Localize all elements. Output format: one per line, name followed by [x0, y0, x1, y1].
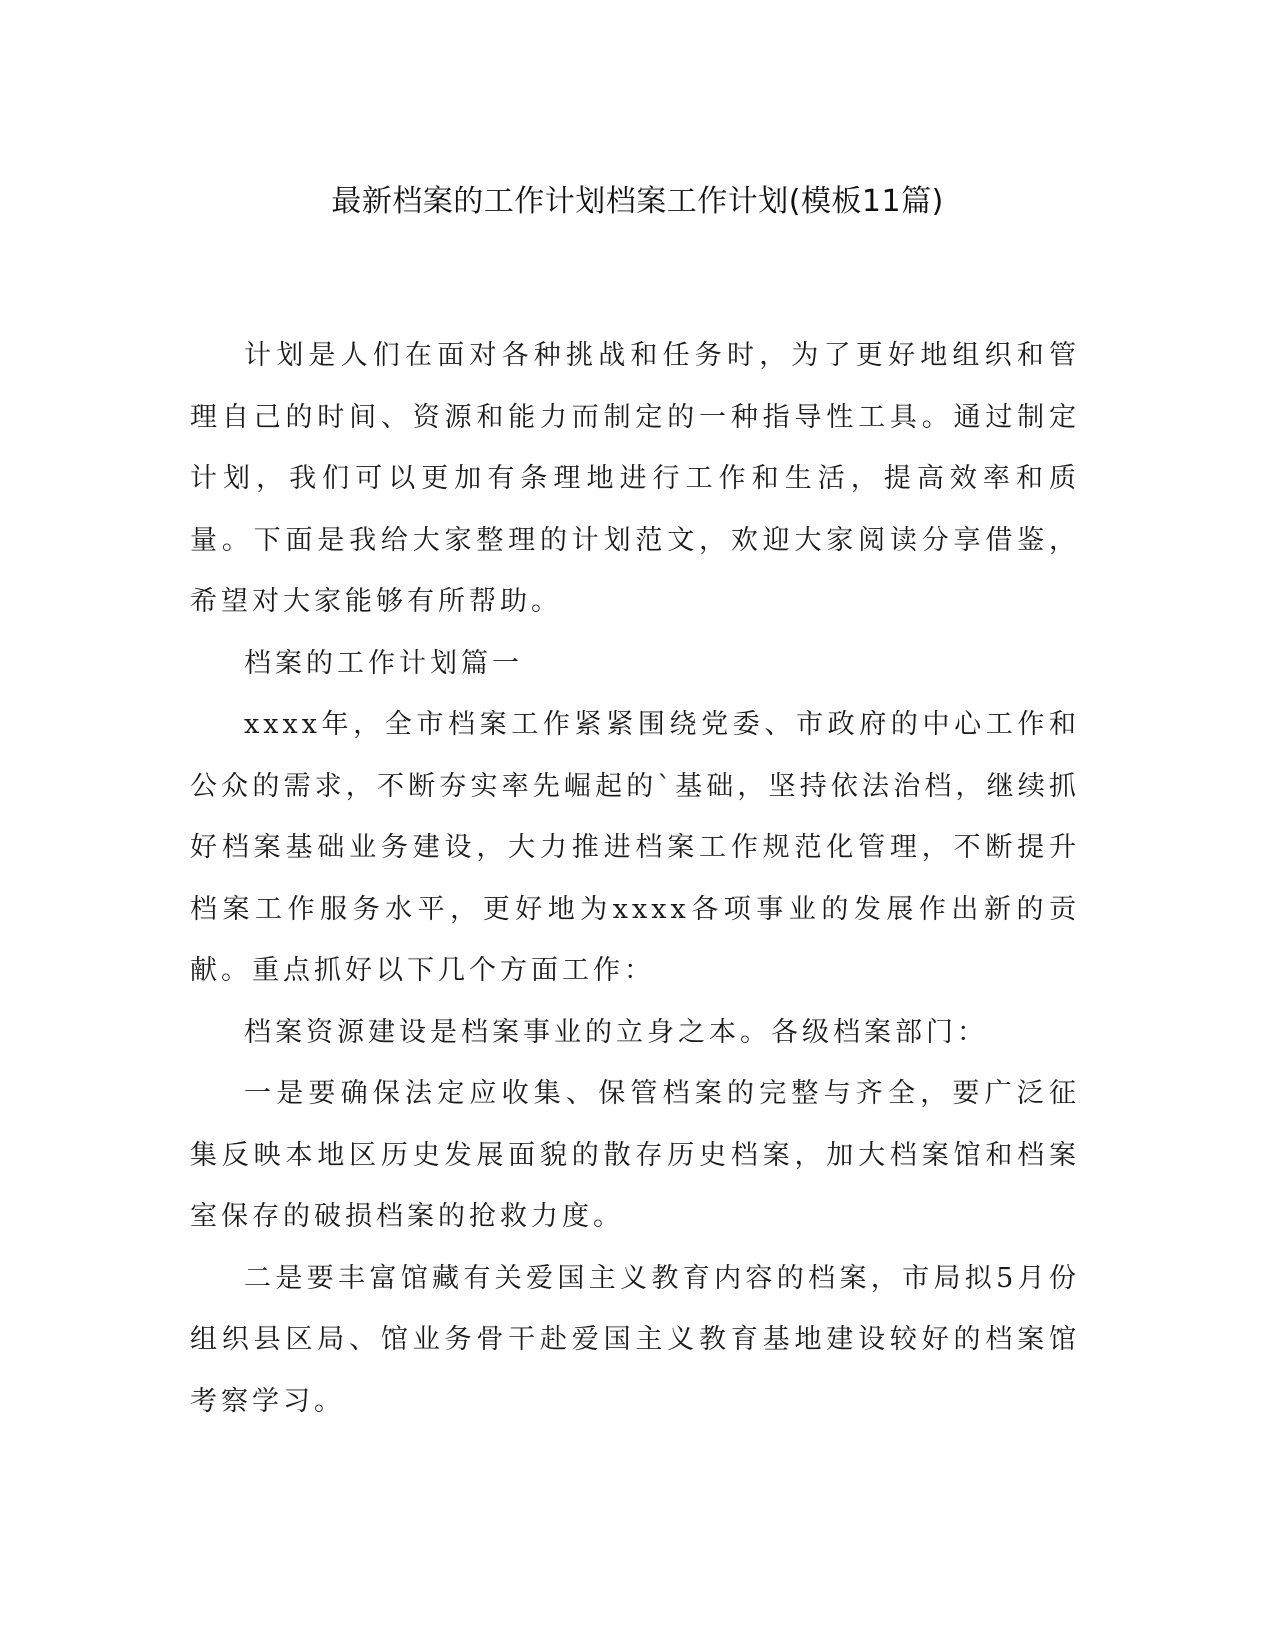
paragraph-point-two: 二是要丰富馆藏有关爱国主义教育内容的档案，市局拟5月份组织县区局、馆业务骨干赴爱国主义教育基地建设较好的档案馆考察学习。 — [190, 1262, 1080, 1417]
document-body — [190, 325, 1080, 1432]
paragraph-resource-building: 档案资源建设是档案事业的立身之本。各级档案部门： — [244, 1016, 988, 1048]
paragraph-intro: 计划是人们在面对各种挑战和任务时，为了更好地组织和管理自己的时间、资源和能力而制定的一种指导性工具。通过制定计划，我们可以更加有条理地进行工作和生活，提高效率和质量。下面是我给大家整理的计划范文，欢迎大家阅读分享借鉴，希望对大家能够有所帮助。 — [190, 340, 1080, 617]
paragraph-point-one: 一是要确保法定应收集、保管档案的完整与齐全，要广泛征集反映本地区历史发展面貌的散存历史档案，加大档案馆和档案室保存的破损档案的抢救力度。 — [190, 1078, 1080, 1232]
paragraph-overview: xxxx年，全市档案工作紧紧围绕党委、市政府的中心工作和公众的需求，不断夯实率先崛起的`基础，坚持依法治档，继续抓好档案基础业务建设，大力推进档案工作规范化管理，不断提升档案工作服务水平，更好地为xxxx各项事业的发展作出新的贡献。重点抓好以下几个方面工作： — [190, 709, 1080, 986]
document-title: 最新档案的工作计划档案工作计划(模板11篇) — [331, 184, 944, 219]
section-heading-1: 档案的工作计划篇一 — [244, 647, 523, 679]
